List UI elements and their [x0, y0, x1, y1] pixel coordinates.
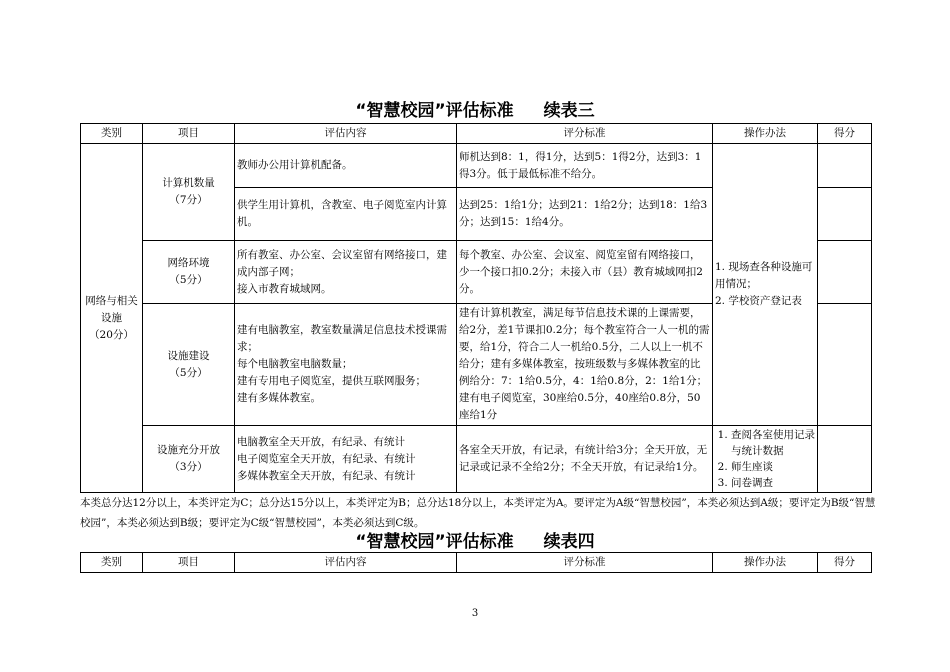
score-cell[interactable]: [818, 188, 872, 241]
header-method: 操作办法: [713, 124, 818, 144]
item-facilities: 设施建设 （5分）: [143, 304, 235, 426]
header-content: 评估内容: [235, 553, 457, 573]
header-score: 得分: [818, 553, 872, 573]
table2-title: [0, 527, 950, 552]
score-cell[interactable]: [818, 426, 872, 493]
standard-cell: 师机达到8：1，得1分，达到5：1得2分，达到3：1得3分。低于最低标准不给分。: [457, 144, 713, 188]
header-category: 类别: [81, 553, 143, 573]
score-cell[interactable]: [818, 144, 872, 188]
table2-title-text: “智慧校园”评估标准: [355, 532, 514, 552]
content-cell: 建有电脑教室，教室数量满足信息技术授课需求； 每个电脑教室电脑数量； 建有专用电子阅览室，提供互联网服务； 建有多媒体教室。: [235, 304, 457, 426]
content-cell: 所有教室、办公室、会议室留有网络接口，建成内部子网； 接入市教育城域网。: [235, 241, 457, 304]
header-method: 操作办法: [713, 553, 818, 573]
content-cell: 教师办公用计算机配备。: [235, 144, 457, 188]
grading-note: 本类总分达12分以上，本类评定为C；总分达15分以上，本类评定为B；总分达18分以上，本类评定为A。要评定为A级“智慧校园”，本类必须达到A级；要评定为B级“智慧校园”，本类必须达到B级；要评定为C级“智慧校园”，本类必须达到C级。: [80, 497, 876, 529]
score-cell[interactable]: [818, 304, 872, 426]
page-number: 3: [471, 608, 479, 619]
score-cell[interactable]: [818, 241, 872, 304]
header-category: 类别: [81, 124, 143, 144]
standard-cell: 各室全天开放，有记录，有统计给3分；全天开放，无记录或记录不全给2分；不全天开放，有记录给1分。: [457, 426, 713, 493]
table-header-row: [81, 124, 872, 144]
category-cell: 网络与相关设施 （20分）: [81, 144, 143, 493]
item-network: 网络环境 （5分）: [143, 241, 235, 304]
standard-cell: 建有计算机教室，满足每节信息技术课的上课需要，给2分，差1节课扣0.2分；每个教室符合一人一机的需要，给1分，符合二人一机给0.5分，二人以上一机不给分；建有多媒体教室，按班级数与多媒体教室的比例给分：7：1给0.5分，4：1给0.8分，2：1给1分；建有电子阅览室，30座给0.5分，40座给0.8分，50座给1分: [457, 304, 713, 426]
content-cell: 供学生用计算机，含教室、电子阅览室内计算机。: [235, 188, 457, 241]
table-row: [81, 426, 872, 493]
method-cell-1: 1. 现场查各种设施可用情况； 2. 学校资产登记表: [713, 144, 818, 426]
table1-title: [0, 96, 950, 121]
standard-cell: 每个教室、办公室、会议室、阅览室留有网络接口，少一个接口扣0.2分；未接入市（县）教育城域网扣2分。: [457, 241, 713, 304]
evaluation-table-3: [80, 123, 872, 493]
header-content: 评估内容: [235, 124, 457, 144]
header-item: 项目: [143, 124, 235, 144]
content-cell: 电脑教室全天开放，有纪录、有统计 电子阅览室全天开放，有纪录、有统计 多媒体教室全天开放，有纪录、有统计: [235, 426, 457, 493]
header-item: 项目: [143, 553, 235, 573]
item-open-access: 设施充分开放 （3分）: [143, 426, 235, 493]
table1-subtitle: 续表三: [543, 101, 595, 121]
table-header-row: [81, 553, 872, 573]
list-item: 3. 问卷调查: [731, 475, 815, 491]
standard-cell: 达到25：1给1分；达到21：1给2分；达到18：1给3分；达到15：1给4分。: [457, 188, 713, 241]
list-item: 1. 查阅各室使用记录与统计数据: [731, 427, 815, 459]
item-computers: 计算机数量 （7分）: [143, 144, 235, 241]
header-standard: 评分标准: [457, 553, 713, 573]
evaluation-table-4: [80, 552, 872, 573]
table1-title-text: “智慧校园”评估标准: [355, 101, 514, 121]
list-item: 2. 师生座谈: [731, 459, 815, 475]
table-row: [81, 144, 872, 188]
header-standard: 评分标准: [457, 124, 713, 144]
method-cell-2: [713, 426, 818, 493]
header-score: 得分: [818, 124, 872, 144]
table2-subtitle: 续表四: [543, 532, 595, 552]
method-list: [715, 427, 815, 491]
